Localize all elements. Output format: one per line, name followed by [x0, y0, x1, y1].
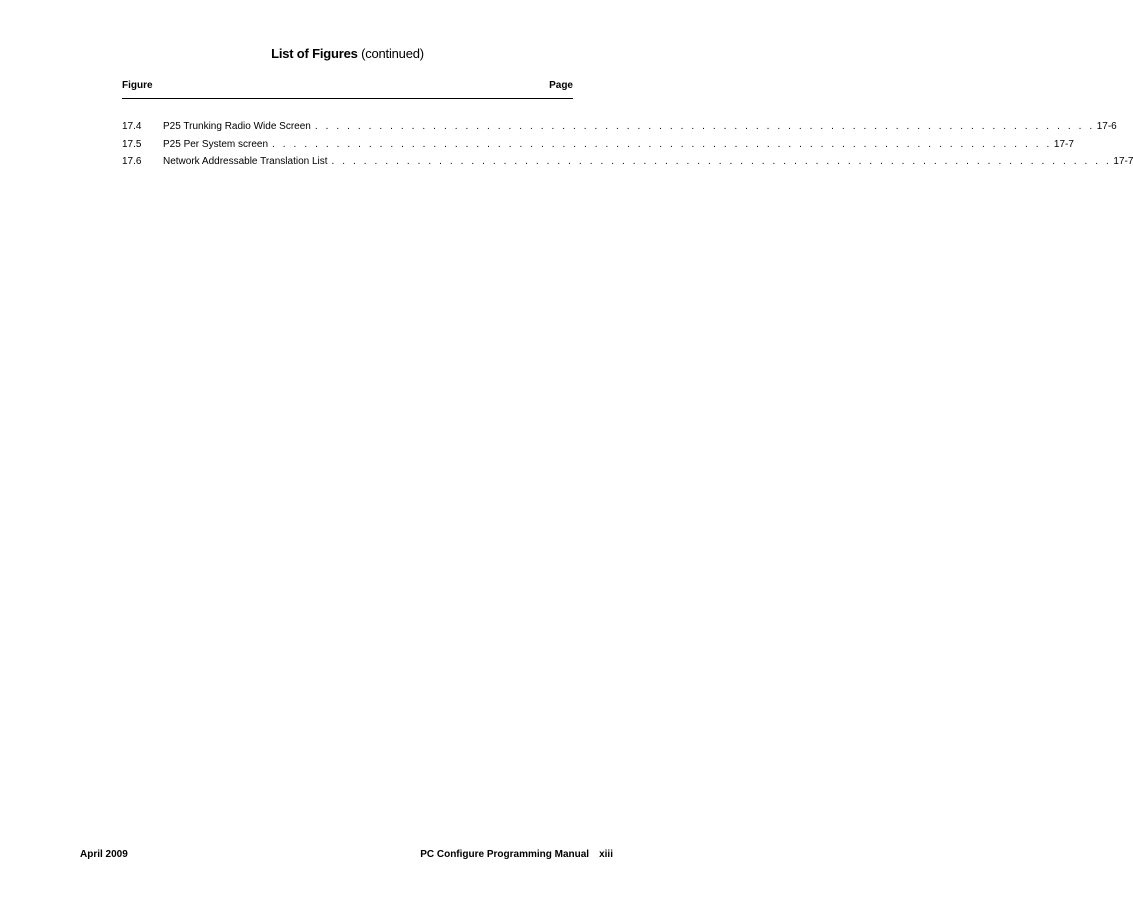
footer-page-number: xiii — [599, 849, 613, 860]
list-header — [122, 80, 573, 99]
figure-page: 17-7 — [1053, 138, 1074, 150]
figure-title: P25 Trunking Radio Wide Screen — [163, 121, 311, 132]
footer-date: April 2009 — [80, 849, 128, 860]
dot-leader: . . . . . . . . . . . . . . . . . . . . . . . . . . . . . . . . . . . . . . . . . . . . . . . . . . . . . . . . . . . . . . . . . . . . . . . . . — [272, 138, 1052, 150]
page-title — [0, 46, 695, 61]
figure-title: P25 Per System screen — [163, 138, 269, 150]
list-item[interactable] — [122, 156, 1133, 174]
figure-list — [122, 121, 1133, 174]
footer-manual-title: PC Configure Programming Manual — [420, 849, 590, 860]
figure-title: Network Addressable Translation List — [163, 156, 328, 167]
dot-leader: . . . . . . . . . . . . . . . . . . . . . . . . . . . . . . . . . . . . . . . . . . . . . . . . . . . . . . . . . . . . . . . . . . . . . . . . . — [331, 156, 1112, 167]
dot-leader: . . . . . . . . . . . . . . . . . . . . . . . . . . . . . . . . . . . . . . . . . . . . . . . . . . . . . . . . . . . . . . . . . . . . . . . . . — [314, 121, 1095, 132]
footer-manual — [420, 849, 613, 860]
list-item[interactable] — [122, 138, 1074, 157]
figure-number: 17.5 — [122, 138, 142, 150]
page-title-continued: (continued) — [361, 46, 424, 61]
page-column-header: Page — [549, 80, 573, 91]
figure-number: 17.4 — [122, 121, 142, 132]
figure-column-header: Figure — [122, 80, 153, 91]
page-title-main: List of Figures — [271, 46, 358, 61]
figure-number: 17.6 — [122, 156, 142, 167]
figure-page: 17-7 — [1113, 156, 1133, 167]
figure-page: 17-6 — [1096, 121, 1117, 132]
list-item[interactable] — [122, 121, 1117, 139]
